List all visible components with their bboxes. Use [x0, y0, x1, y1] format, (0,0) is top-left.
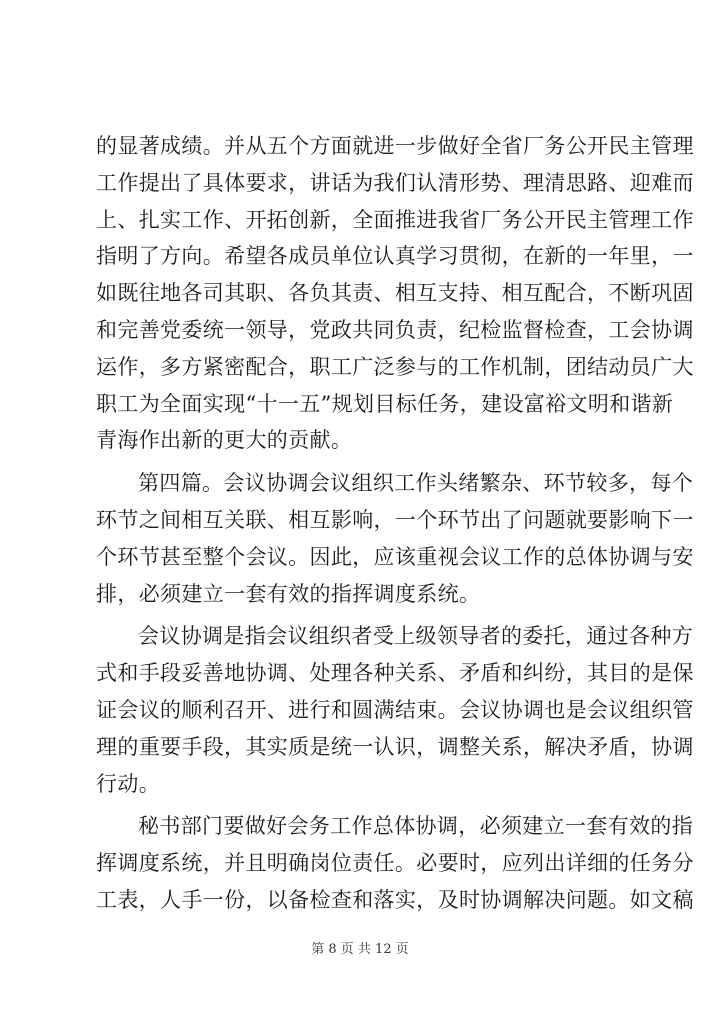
text-line: 指明了方向。希望各成员单位认真学习贯彻，在新的一年里，一	[96, 244, 694, 269]
text-line: 如既往地各司其职、各负其责、相互支持、相互配合，不断巩固	[96, 281, 694, 306]
text-line: 会议协调是指会议组织者受上级领导者的委托，通过各种方	[138, 624, 694, 649]
text-line: 式和手段妥善地协调、处理各种关系、矛盾和纠纷，其目的是保	[96, 661, 694, 686]
text-line: 环节之间相互关联、相互影响，一个环节出了问题就要影响下一	[96, 507, 694, 532]
text-line: 青海作出新的更大的贡献。	[96, 428, 353, 453]
text-line: 排，必须建立一套有效的指挥调度系统。	[96, 581, 481, 606]
text-line: 挥调度系统，并且明确岗位责任。必要时，应列出详细的任务分	[96, 851, 694, 876]
paragraph	[96, 618, 694, 802]
text-line: 第四篇。会议协调会议组织工作头绪繁杂、环节较多，每个	[138, 471, 694, 496]
text-line: 的显著成绩。并从五个方面就进一步做好全省厂务公开民主管理	[96, 134, 694, 158]
text-line: 工作提出了具体要求，讲话为我们认清形势、理清思路、迎难而	[96, 170, 694, 195]
text-line: 个环节甚至整个会议。因此，应该重视会议工作的总体协调与安	[96, 544, 694, 569]
text-line: 和完善党委统一领导，党政共同负责，纪检监督检查，工会协调	[96, 317, 694, 342]
page-footer: 第 8 页 共 12 页	[311, 942, 409, 957]
text-line: 行动。	[96, 771, 161, 796]
paragraph	[96, 128, 694, 459]
text-line: 上、扎实工作、开拓创新，全面推进我省厂务公开民主管理工作	[96, 207, 694, 232]
text-line: 运作，多方紧密配合，职工广泛参与的工作机制，团结动员广大	[96, 354, 694, 379]
text-line: 理的重要手段，其实质是统一认识，调整关系，解决矛盾，协调	[96, 734, 694, 759]
text-line: 秘书部门要做好会务工作总体协调，必须建立一套有效的指	[138, 814, 694, 839]
text-line: 工表，人手一份，以备检查和落实，及时协调解决问题。如文稿	[96, 887, 694, 912]
paragraph	[96, 465, 694, 612]
paragraph	[96, 808, 694, 918]
document-body	[96, 128, 694, 919]
text-line: 职工为全面实现“十一五”规划目标任务，建设富裕文明和谐新	[96, 391, 674, 416]
text-line: 证会议的顺利召开、进行和圆满结束。会议协调也是会议组织管	[96, 697, 694, 722]
